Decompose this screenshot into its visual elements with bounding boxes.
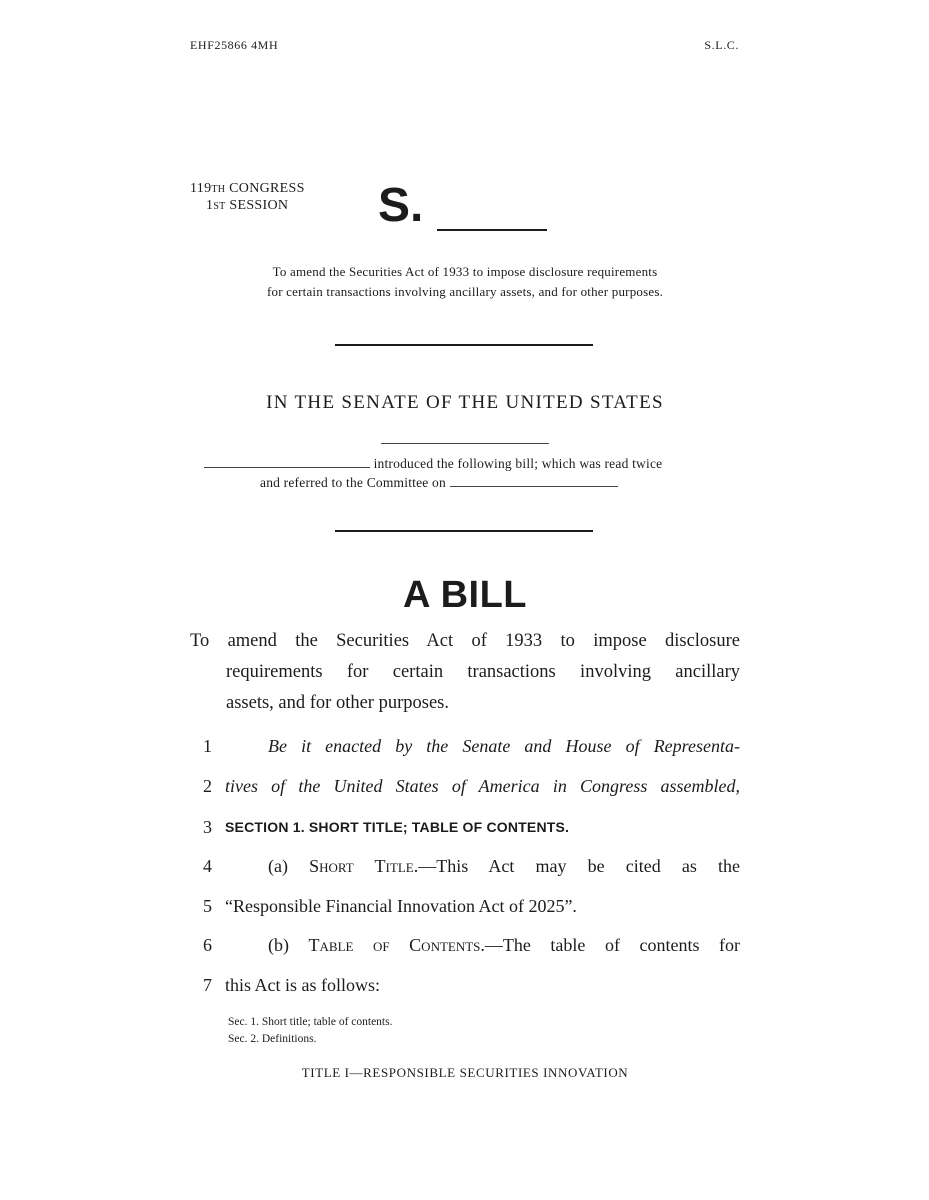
bill-number-blank <box>437 229 547 231</box>
introduction-text-2: and referred to the Committee on <box>260 475 446 490</box>
session-number-suffix: ST <box>213 201 226 212</box>
toc-intro-line: this Act is as follows: <box>225 975 381 995</box>
introduction-line-1 <box>204 455 662 472</box>
session-number: 1 <box>206 198 214 213</box>
congress-number: 119 <box>190 181 212 196</box>
subsection-b-line <box>268 935 740 956</box>
congress-label <box>190 180 305 199</box>
toc-entry: Sec. 2. Definitions. <box>228 1033 317 1045</box>
divider-rule-2 <box>335 530 593 532</box>
session-word: SESSION <box>229 198 289 213</box>
line-number: 4 <box>203 856 212 876</box>
subsection-b-text: .—The table of contents for <box>480 935 740 955</box>
introduction-line-2 <box>260 474 618 491</box>
draft-mark: S.L.C. <box>704 38 739 52</box>
congress-word: CONGRESS <box>229 181 305 196</box>
purpose-line-1: To amend the Securities Act of 1933 to impose disclosure requirements <box>272 264 658 279</box>
subsection-b-heading: Table of Contents <box>308 935 481 955</box>
toc-title-heading: TITLE I—RESPONSIBLE SECURITIES INNOVATION <box>301 1065 629 1080</box>
subsection-a-line <box>268 856 740 877</box>
chamber-heading: IN THE SENATE OF THE UNITED STATES <box>266 392 664 413</box>
line-number: 2 <box>203 776 212 796</box>
long-title-line-3: assets, and for other purposes. <box>226 693 449 713</box>
congress-number-suffix: TH <box>211 184 226 195</box>
line-number: 6 <box>203 935 212 955</box>
long-title-line-2: requirements for certain transactions involving ancillary <box>226 662 740 682</box>
subsection-b-prefix: (b) <box>268 935 289 955</box>
enacting-clause-line-2: tives of the United States of America in Congress assembled, <box>225 776 740 796</box>
line-number: 3 <box>203 817 212 837</box>
line-number: 1 <box>203 736 212 756</box>
line-number: 5 <box>203 896 212 916</box>
enacting-clause-line-1: Be it enacted by the Senate and House of Representa- <box>268 736 740 756</box>
divider-rule <box>335 344 593 346</box>
toc-entry: Sec. 1. Short title; table of contents. <box>228 1016 393 1028</box>
long-title <box>190 626 740 719</box>
section-heading: SECTION 1. SHORT TITLE; TABLE OF CONTENTS. <box>225 819 570 835</box>
purpose-line-2: for certain transactions involving ancillary assets, and for other purposes. <box>266 284 664 299</box>
document-id: EHF25866 4MH <box>190 38 279 52</box>
subsection-a-prefix: (a) <box>268 856 288 876</box>
sponsor-blank <box>204 455 370 468</box>
long-title-line-1: To amend the Securities Act of 1933 to impose disclosure <box>190 631 740 651</box>
short-divider-rule <box>381 443 549 444</box>
committee-blank <box>450 474 618 487</box>
line-number: 7 <box>203 975 212 995</box>
bill-prefix: S. <box>378 179 424 232</box>
short-title-line: “Responsible Financial Innovation Act of 2025”. <box>225 896 577 916</box>
subsection-a-heading: Short Title <box>309 856 414 876</box>
session-label <box>206 198 288 214</box>
bill-heading: A BILL <box>402 574 527 616</box>
purpose-summary <box>190 262 740 302</box>
subsection-a-text: .—This Act may be cited as the <box>413 856 740 876</box>
introduction-text-1: introduced the following bill; which was read twice <box>373 456 663 471</box>
